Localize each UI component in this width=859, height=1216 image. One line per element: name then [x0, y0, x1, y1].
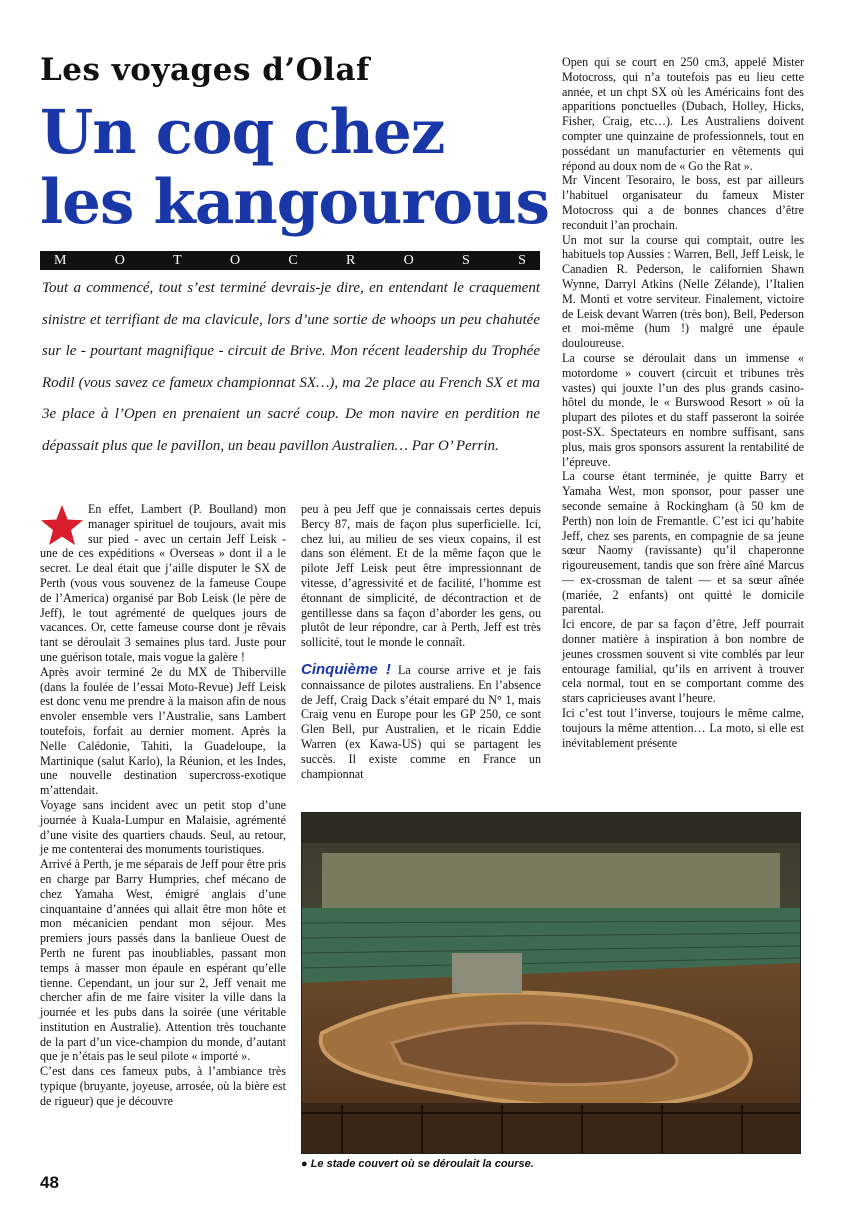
stadium-photo — [301, 812, 801, 1154]
title-line-1: Un coq chez — [40, 97, 445, 168]
subheading: Cinquième ! — [301, 660, 391, 678]
column-2 — [301, 502, 541, 781]
title-line-2: les kangourous — [40, 167, 549, 238]
page-number: 48 — [40, 1173, 59, 1192]
paragraph: Voyage sans incident avec un petit stop d’une journée à Kuala-Lumpur en Malaisie, agrémenté d’une visite des quartiers chauds. Seul, au retour, je me contenterai des monuments touristiques. — [40, 797, 286, 857]
column-3 — [562, 55, 804, 750]
section-letter: C — [288, 252, 298, 268]
section-bar — [40, 251, 540, 270]
paragraph: Arrivé à Perth, je me séparais de Jeff pour être pris en charge par Barry Humpries, chef mécano de chez Yamaha West, émigré anglais d’une cinquantaine d’années qui allait être mon hôte et mon mécanicien pendant mon séjour. Mes premiers jours passés dans la banlieue Ouest de Perth ne furent pas inoubliables, passant mon temps à masser mon épaule en espérant qu’elle tienne. Cependant, un jour sur 2, Jeff venait me chercher afin de me faire visiter la ville dans la journée et les pubs dans la soirée (une véritable institution en Australie). Attention très touchante de la part d’un vice-champion du monde, d’autant que je n’étais pas le seul pilote « importé ». — [40, 857, 286, 1064]
section-letter: O — [229, 252, 241, 268]
paragraph: C’est dans ces fameux pubs, à l’ambiance très typique (bruyante, joyeuse, arrosée, où la bière est de rigueur) que je découvre — [40, 1064, 286, 1108]
intro-paragraph: Tout a commencé, tout s’est terminé devrais-je dire, en entendant le craquement sinistre et terrifiant de ma clavicule, lors d’une sortie de whoops un peu chahutée sur le - pourtant magnifique - circuit de Brive. Mon récent leadership du Trophée Rodil (vous savez ce fameux championnat SX…), ma 2e place au French SX et ma 3e place à l’Open en prenaient un sacré coup. De mon navire en perdition ne dépassait plus que le pavillon, un beau pavillon Australien… Par O’ Perrin. — [42, 280, 540, 454]
paragraph: Mr Vincent Tesorairo, le boss, est par ailleurs l’habituel organisateur du fameux Mister Motocross qui a de bonnes chances d’être reconduit l’an prochain. — [562, 173, 804, 232]
photo-caption: ● Le stade couvert où se déroulait la course. — [301, 1158, 534, 1170]
section-letter: T — [173, 252, 182, 268]
section-letter: M — [54, 252, 67, 268]
paragraph — [301, 660, 541, 781]
star-icon — [40, 504, 84, 546]
paragraph: Un mot sur la course qui comptait, outre les habituels top Aussies : Warren, Bell, Jeff Leisk, le Canadien R. Pederson, le californien Shawn Wynne, Darryl Atkins (Nelle Zélande), l’Italien M. Monti et votre serviteur. Finalement, victoire de Leisk devant Warren (très bon), Bell, Pederson et moi-même (hum !) malgré une épaule douloureuse. — [562, 232, 804, 351]
paragraph: Open qui se court en 250 cm3, appelé Mister Motocross, qui n’a toutefois pas eu lieu cette année, et un chpt SX où les Américains font des apparitions ponctuelles (Dubach, Holley, Hicks, Fisher, Craig, etc…). Les Australiens doivent compter une quinzaine de professionnels, tout en possédant un manufacturier en vêtements qui répond au doux nom de « Go the Rat ». — [562, 55, 804, 173]
section-letter: O — [403, 252, 414, 268]
section-letter: S — [462, 252, 470, 268]
paragraph: Ici encore, de par sa façon d’être, Jeff pourrait donner matière à inspiration à bon nombre de jeunes crossmen souvent si vite comblés par leur entourage familial, qu’ils en arrivent à trouver cela normal, tout en se comportant comme des stars capricieuses avant l’heure. — [562, 617, 804, 706]
paragraph: La course étant terminée, je quitte Barry et Yamaha West, mon sponsor, pour passer une seconde semaine à Rockingham (à 50 km de Perth) non loin de Fremantle. C’est ici qu’habite Jeff, chez ses parents, en compagnie de sa jeune sœur Naomy (ravissante) qu’il chaperonne rigoureusement, tandis que son frère aîné Marcus — ex-crossman de talent — et sa sœur aînée (mariée, 2 enfants) ont quitté le domicile parental. — [562, 469, 804, 617]
section-letter: S — [518, 252, 526, 268]
paragraph: Après avoir terminé 2e du MX de Thiberville (dans la foulée de l’essai Moto-Revue) Jeff Leisk est donc venu me prendre à la maison afin de nous envoler ensemble vers l’Australie, sans Lambert toutefois, forfait au dernier moment. Après la Nelle Calédonie, Tahiti, la Guadeloupe, la Martinique (salut Karlo), la Réunion, et les Indes, une nouvelle destination supercross-exotique m’attendait. — [40, 664, 286, 798]
main-title — [40, 98, 550, 238]
paragraph: En effet, Lambert (P. Boulland) mon manager spirituel de toujours, avait mis sur pied - avec un certain Jeff Leisk - une de ces expéditions « Overseas » dont il a le secret. Le deal était que j’aille disputer le SX de Perth (vous vous souvenez de la fameuse Coupe de l’America) organisé par Bob Leisk (le père de Jeff), le tout agrémenté de quelques jours de vacances. Or, cette fameuse course dont je rêvais tant se déroulait 3 semaines plus tard. Juste pour une guérison totale, mais vogue la galère ! — [40, 502, 286, 664]
paragraph: Ici c’est tout l’inverse, toujours le même calme, toujours la même attention… La moto, si elle est inévitablement présente — [562, 706, 804, 750]
supertitle: Les voyages d’Olaf — [40, 52, 370, 88]
stadium-illustration — [302, 813, 800, 1153]
paragraph: La course se déroulait dans un immense « motordome » couvert (circuit et tribunes très vastes) qui jouxte l’un des plus grands casino-hôtel du monde, le « Burswood Resort » où la plupart des pilotes et du staff passeront la soirée post-SX. Spectateurs en nombre suffisant, sans plus, mais gros sponsors assurent la rentabilité de l’épreuve. — [562, 350, 804, 469]
column-1 — [40, 502, 286, 1109]
paragraph: peu à peu Jeff que je connaissais certes depuis Bercy 87, mais de façon plus superficielle. Ici, chez lui, au milieu de ses vieux copains, il est dans son élément. Et de la même façon que le pilote Jeff Leisk peut être impressionnant de vitesse, d’agressivité et de facilité, l’homme est étonnant de simplicité, de décontraction et de gentillesse dans sa façon d’aborder les gens, ou plutôt de leur répondre, car à Perth, Jeff est très sollicité, tout le monde le connaît. — [301, 502, 541, 650]
section-letter: O — [114, 252, 125, 268]
section-letter: R — [346, 252, 356, 268]
paragraph-text: La course arrive et je fais connaissance de pilotes australiens. En l’absence de Jeff, Craig Dack s’était emparé du N° 1, mais Craig venu en Europe pour les GP 250, ce sont Glen Bell, pur Australien, et le ricain Eddie Warren (ex Kawa-US) qui se partagent les succès. Il existe comme en France un championnat — [301, 662, 541, 781]
